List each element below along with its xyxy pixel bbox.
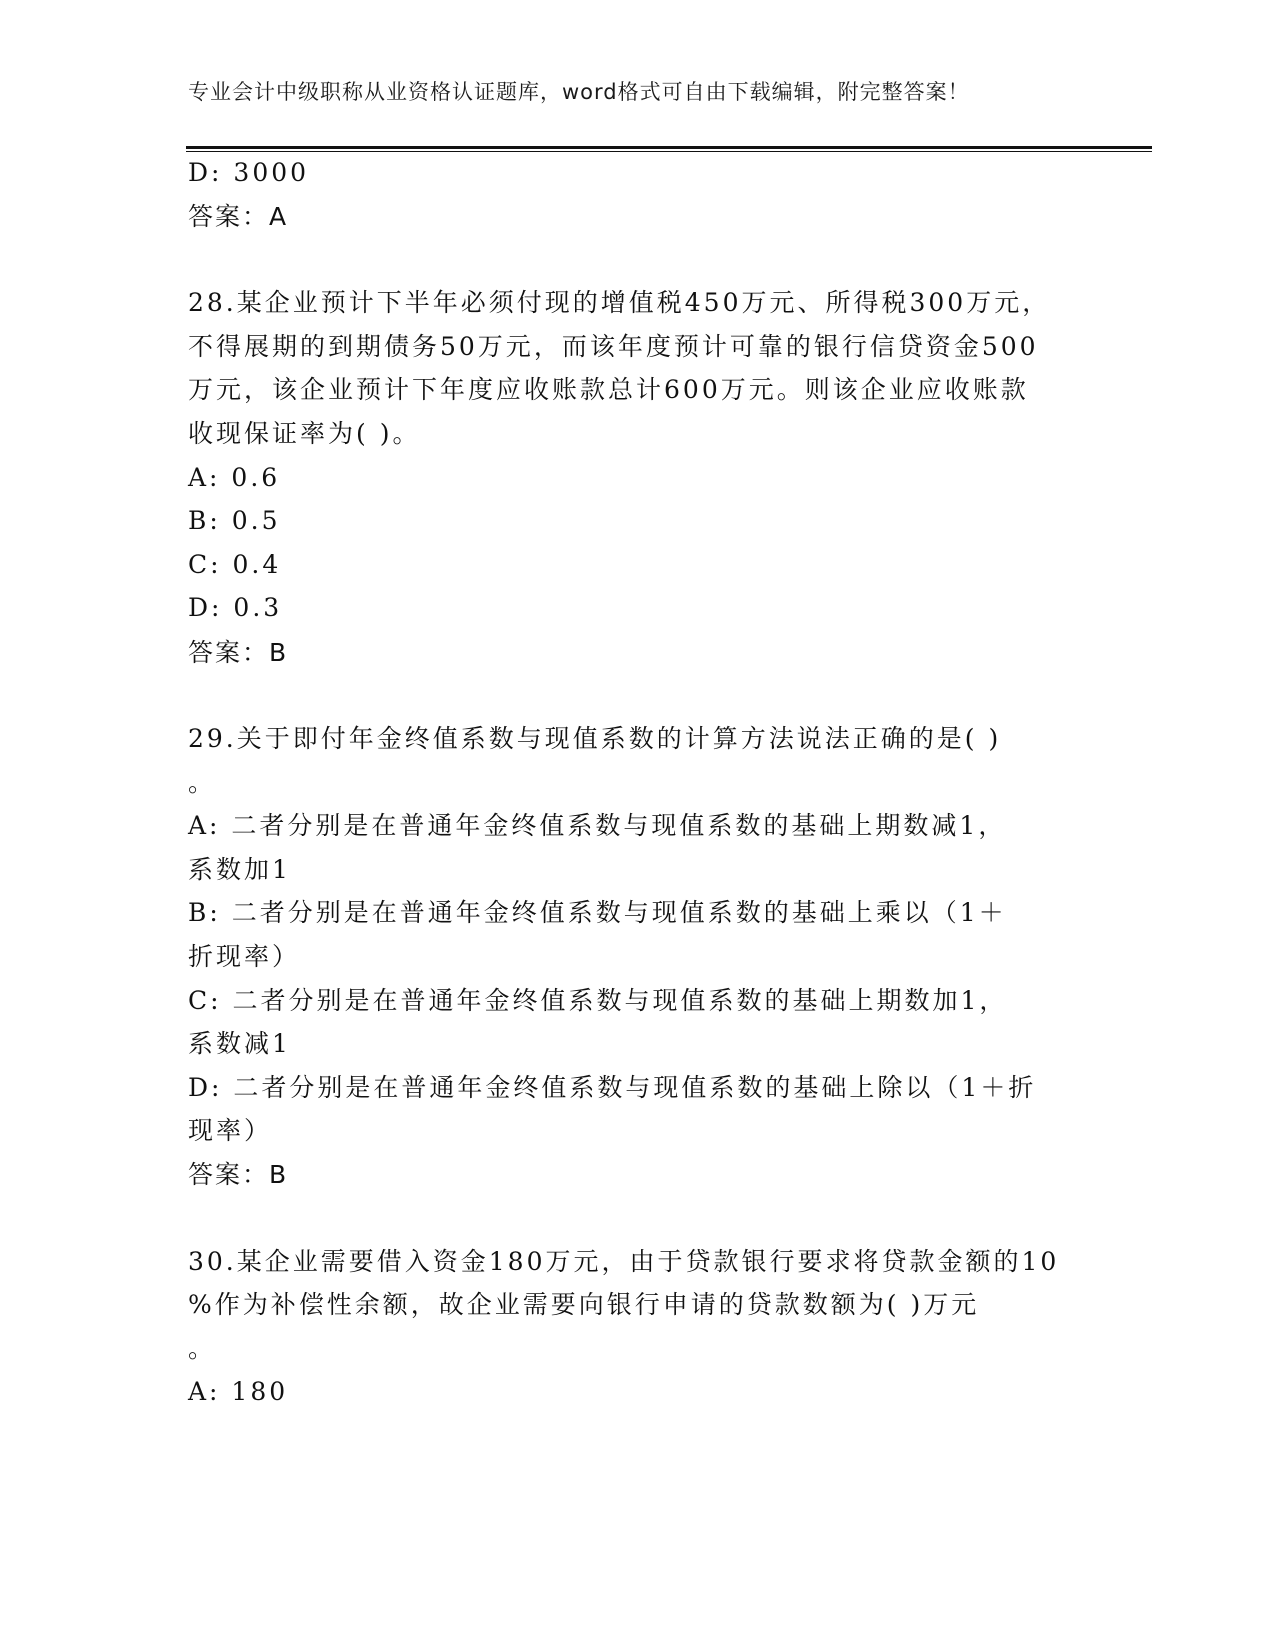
q28-option-a: A: 0.6 — [188, 463, 281, 492]
q28-option-b: B: 0.5 — [188, 506, 281, 535]
q29-stem-line-2: 。 — [188, 768, 217, 797]
q28-answer: 答案：B — [188, 638, 289, 667]
q30-stem-line-2: %作为补偿性余额，故企业需要向银行申请的贷款数额为( )万元 — [188, 1290, 980, 1319]
q29-option-a-line-2: 系数加1 — [188, 855, 291, 884]
q29-answer: 答案：B — [188, 1160, 289, 1189]
q29-option-d-line-1: D: 二者分别是在普通年金终值系数与现值系数的基础上除以（1＋折 — [188, 1073, 1037, 1102]
q29-option-b-line-2: 折现率） — [188, 942, 301, 971]
q29-option-c-line-1: C: 二者分别是在普通年金终值系数与现值系数的基础上期数加1， — [188, 986, 1008, 1015]
q28-option-c: C: 0.4 — [188, 550, 282, 579]
q29-option-d-line-2: 现率） — [188, 1116, 273, 1145]
q28-option-d: D: 0.3 — [188, 593, 283, 622]
q30-stem-line-1: 30.某企业需要借入资金180万元，由于贷款银行要求将贷款金额的10 — [188, 1247, 1060, 1276]
q28-stem-line-2: 不得展期的到期债务50万元，而该年度预计可靠的银行信贷资金500 — [188, 332, 1039, 361]
page-header-title: 专业会计中级职称从业资格认证题库，word格式可自由下载编辑，附完整答案！ — [188, 80, 970, 104]
header-divider-thin — [186, 151, 1152, 152]
header-divider-thick — [186, 146, 1152, 149]
q27-option-d: D: 3000 — [188, 158, 310, 187]
q28-stem-line-3: 万元，该企业预计下年度应收账款总计600万元。则该企业应收账款 — [188, 375, 1029, 404]
q28-stem-line-1: 28.某企业预计下半年必须付现的增值税450万元、所得税300万元， — [188, 288, 1051, 317]
q27-answer: 答案：A — [188, 202, 289, 231]
q29-option-a-line-1: A: 二者分别是在普通年金终值系数与现值系数的基础上期数减1， — [188, 811, 1007, 840]
q29-option-b-line-1: B: 二者分别是在普通年金终值系数与现值系数的基础上乘以（1＋ — [188, 898, 1007, 927]
q29-option-c-line-2: 系数减1 — [188, 1029, 291, 1058]
q29-stem-line-1: 29.关于即付年金终值系数与现值系数的计算方法说法正确的是( ) — [188, 724, 1002, 753]
q30-option-a: A: 180 — [188, 1377, 289, 1406]
q30-stem-line-3: 。 — [188, 1334, 217, 1363]
q28-stem-line-4: 收现保证率为( )。 — [188, 419, 421, 448]
